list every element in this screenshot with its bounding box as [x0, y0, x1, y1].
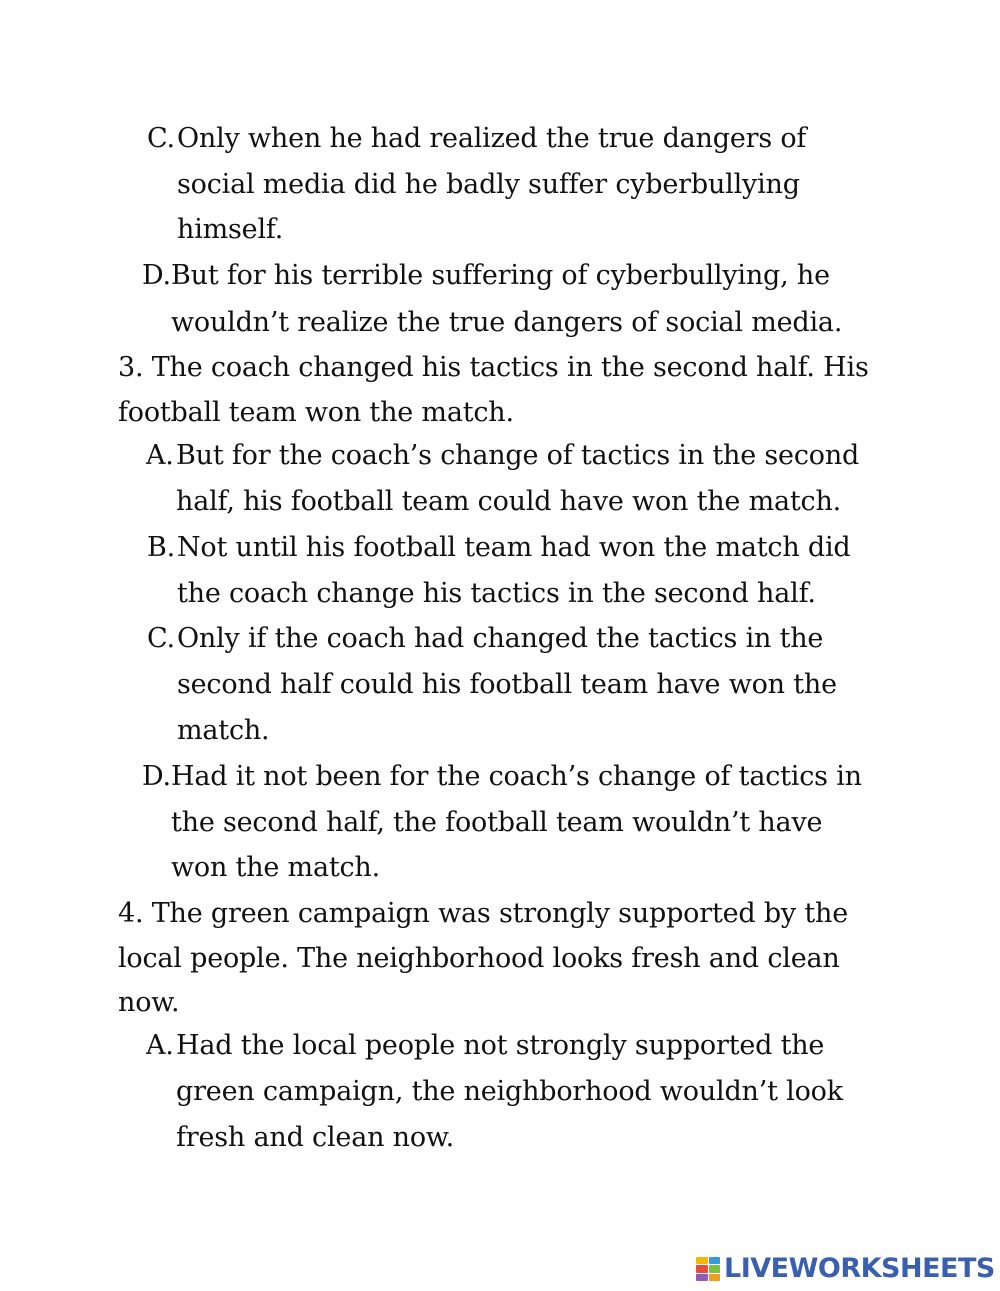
q3-option-a-letter: A.: [146, 440, 174, 471]
q3-option-a-line2: half, his football team could have won the match.: [176, 486, 842, 517]
q2-option-c-line3: himself.: [177, 214, 284, 245]
q4-option-a-text-1: Had the local people not strongly supported the: [176, 1030, 825, 1061]
q4-stem-line2: local people. The neighborhood looks fresh and clean: [118, 943, 840, 974]
q3-option-d-line2: the second half, the football team wouldn’t have: [171, 807, 823, 838]
q3-option-c-line1: [147, 623, 823, 655]
q3-option-a-line1: [146, 440, 859, 472]
q3-option-b-text-1: Not until his football team had won the match did: [177, 532, 851, 563]
q2-option-d-text-1: But for his terrible suffering of cyberbullying, he: [171, 260, 830, 291]
q4-option-a-line1: [146, 1030, 824, 1062]
q3-stem-line1: 3. The coach changed his tactics in the second half. His: [118, 352, 869, 383]
q4-option-a-line3: fresh and clean now.: [176, 1122, 454, 1153]
q3-option-a-text-1: But for the coach’s change of tactics in the second: [176, 440, 860, 471]
q2-option-c-line1: [147, 123, 806, 155]
logo-mark-cell: [696, 1265, 708, 1272]
q2-option-c-line2: social media did he badly suffer cyberbullying: [177, 169, 800, 200]
q2-option-d-line2: wouldn’t realize the true dangers of social media.: [171, 307, 843, 338]
liveworksheets-logo[interactable]: [696, 1254, 995, 1284]
q4-option-a-letter: A.: [146, 1030, 174, 1061]
q3-option-d-line1: [142, 761, 862, 793]
q3-option-d-letter: D.: [142, 761, 171, 792]
q3-option-b-line2: the coach change his tactics in the second half.: [177, 578, 816, 609]
logo-mark-cell: [709, 1274, 721, 1281]
q4-stem-line3: now.: [118, 987, 180, 1018]
logo-mark-cell: [709, 1257, 721, 1264]
q3-stem-line2: football team won the match.: [118, 397, 514, 428]
q4-stem-line1: 4. The green campaign was strongly supported by the: [118, 898, 848, 929]
q4-option-a-line2: green campaign, the neighborhood wouldn’t look: [176, 1076, 843, 1107]
logo-mark-cell: [696, 1257, 708, 1264]
q2-option-c-text-1: Only when he had realized the true dangers of: [177, 123, 807, 154]
q2-option-d-letter: D.: [142, 260, 171, 291]
q3-option-c-letter: C.: [147, 623, 175, 654]
q3-option-b-letter: B.: [147, 532, 176, 563]
q2-option-d-line1: [142, 260, 830, 292]
liveworksheets-logo-icon: [696, 1257, 720, 1281]
q3-option-c-text-1: Only if the coach had changed the tactics in the: [177, 623, 824, 654]
q3-option-b-line1: [147, 532, 851, 564]
logo-mark-cell: [709, 1265, 721, 1272]
q3-option-d-text-1: Had it not been for the coach’s change of tactics in: [171, 761, 862, 792]
q2-option-c-letter: C.: [147, 123, 175, 154]
logo-text: LIVEWORKSHEETS: [724, 1253, 995, 1284]
q3-option-c-line3: match.: [177, 715, 270, 746]
q3-option-d-line3: won the match.: [171, 852, 380, 883]
logo-mark-cell: [696, 1274, 708, 1281]
q3-option-c-line2: second half could his football team have won the: [177, 669, 837, 700]
